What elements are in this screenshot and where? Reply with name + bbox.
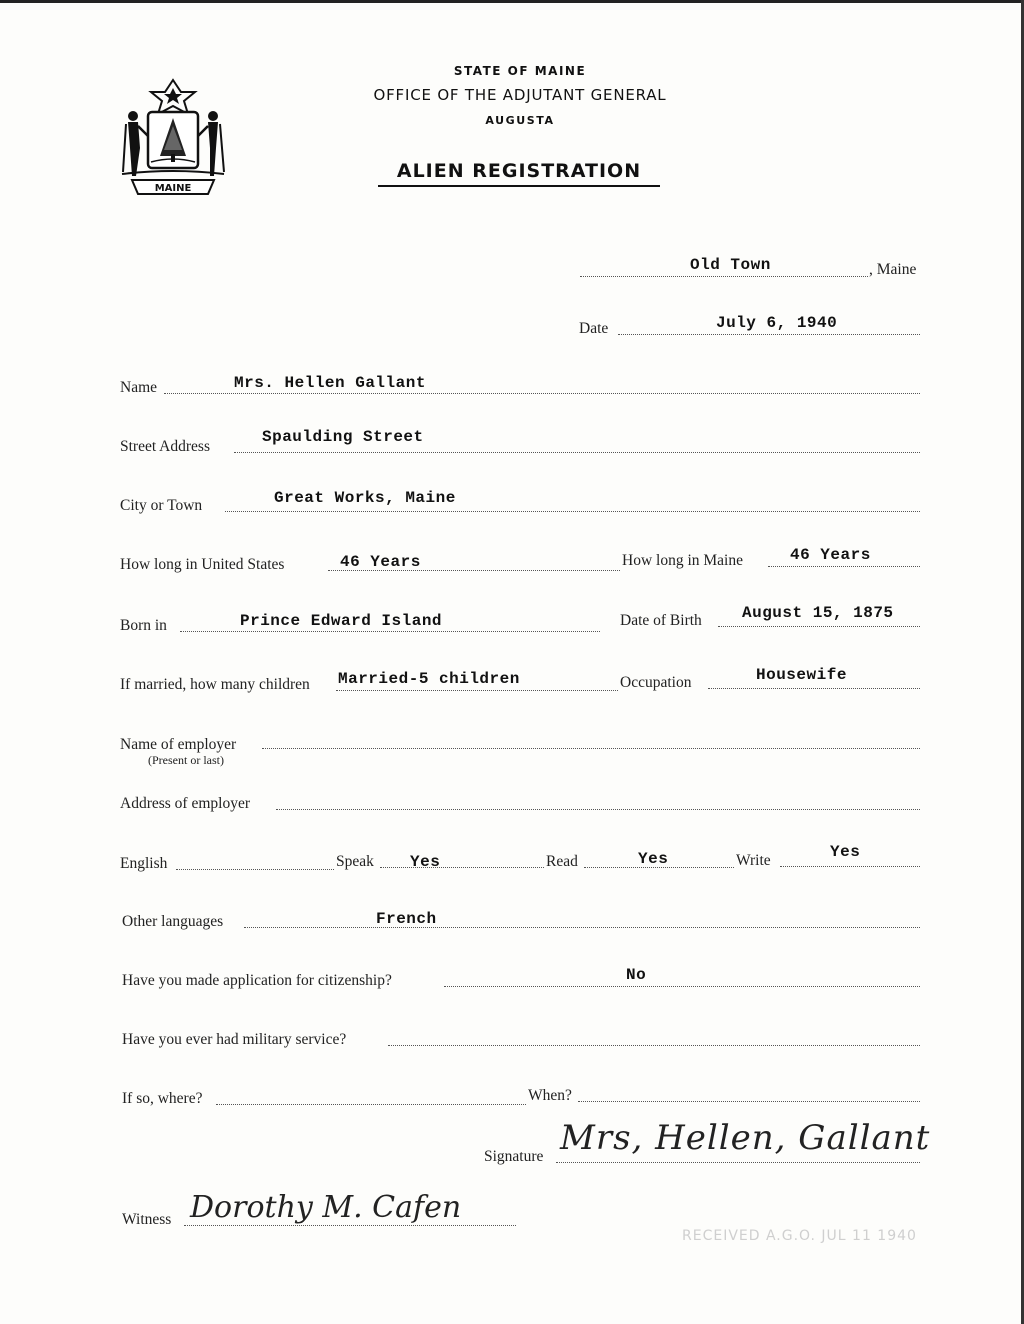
write-value: Yes	[830, 843, 861, 861]
date-label: Date	[579, 320, 609, 337]
speak-value: Yes	[410, 853, 441, 871]
place-suffix: , Maine	[869, 261, 917, 278]
city-label: City or Town	[120, 497, 203, 514]
street-value: Spaulding Street	[262, 428, 424, 446]
write-label: Write	[736, 852, 771, 869]
dob-label: Date of Birth	[620, 612, 702, 629]
other-languages-value: French	[376, 910, 437, 928]
maine-seal-icon	[118, 76, 228, 198]
other-languages-line	[244, 927, 920, 928]
place-value: Old Town	[690, 256, 771, 274]
born-in-line	[180, 631, 600, 632]
street-label: Street Address	[120, 438, 210, 455]
occupation-line	[708, 688, 920, 689]
maine-time-line	[768, 566, 920, 567]
signature-handwriting: Mrs, Hellen, Gallant	[560, 1118, 931, 1158]
military-label: Have you ever had military service?	[122, 1031, 347, 1048]
english-label: English	[120, 855, 168, 872]
signature-line	[556, 1162, 920, 1163]
form-title: ALIEN REGISTRATION	[378, 160, 660, 187]
city-value: Great Works, Maine	[274, 489, 456, 507]
dob-line	[718, 626, 920, 627]
write-line	[780, 866, 920, 867]
when-line	[578, 1101, 920, 1102]
us-time-value: 46 Years	[340, 553, 421, 571]
employer-address-label: Address of employer	[120, 795, 250, 812]
citizenship-value: No	[626, 966, 647, 984]
military-line	[388, 1045, 920, 1046]
seal-text: MAINE	[154, 183, 192, 194]
employer-line	[262, 748, 920, 749]
employer-label: Name of employer	[120, 736, 237, 753]
date-line	[618, 334, 920, 335]
scan-edge-top	[0, 0, 1024, 3]
witness-line	[184, 1225, 516, 1226]
header-state: STATE OF MAINE	[453, 64, 587, 78]
maine-time-value: 46 Years	[790, 546, 871, 564]
citizenship-line	[444, 986, 920, 987]
occupation-label: Occupation	[620, 674, 692, 691]
name-label: Name	[120, 379, 158, 396]
where-line	[216, 1104, 526, 1105]
received-stamp: RECEIVED A.G.O. JUL 11 1940	[682, 1228, 917, 1244]
english-line	[176, 869, 334, 870]
maine-time-label: How long in Maine	[622, 552, 743, 569]
employer-address-line	[276, 809, 920, 810]
name-line	[164, 393, 920, 394]
where-label: If so, where?	[122, 1090, 203, 1107]
city-line	[225, 511, 920, 512]
us-time-label: How long in United States	[120, 556, 285, 573]
place-line	[580, 276, 868, 277]
married-label: If married, how many children	[120, 676, 310, 693]
read-value: Yes	[638, 850, 669, 868]
date-value: July 6, 1940	[716, 314, 838, 332]
when-label: When?	[528, 1087, 572, 1104]
read-label: Read	[546, 853, 578, 870]
street-line	[234, 452, 920, 453]
employer-sublabel: (Present or last)	[148, 753, 224, 767]
speak-line	[380, 867, 544, 868]
signature-label: Signature	[484, 1148, 544, 1165]
dob-value: August 15, 1875	[742, 604, 894, 622]
citizenship-label: Have you made application for citizenship?	[122, 972, 392, 989]
born-in-label: Born in	[120, 617, 167, 634]
witness-handwriting: Dorothy M. Cafen	[190, 1190, 462, 1225]
header-city: AUGUSTA	[485, 114, 555, 127]
married-line	[336, 690, 618, 691]
born-in-value: Prince Edward Island	[240, 612, 443, 630]
name-value: Mrs. Hellen Gallant	[234, 374, 426, 392]
occupation-value: Housewife	[756, 666, 847, 684]
married-value: Married-5 children	[338, 670, 520, 688]
header-office: OFFICE OF THE ADJUTANT GENERAL	[373, 86, 667, 104]
witness-label: Witness	[122, 1211, 172, 1228]
speak-label: Speak	[336, 853, 374, 870]
other-languages-label: Other languages	[122, 913, 224, 930]
